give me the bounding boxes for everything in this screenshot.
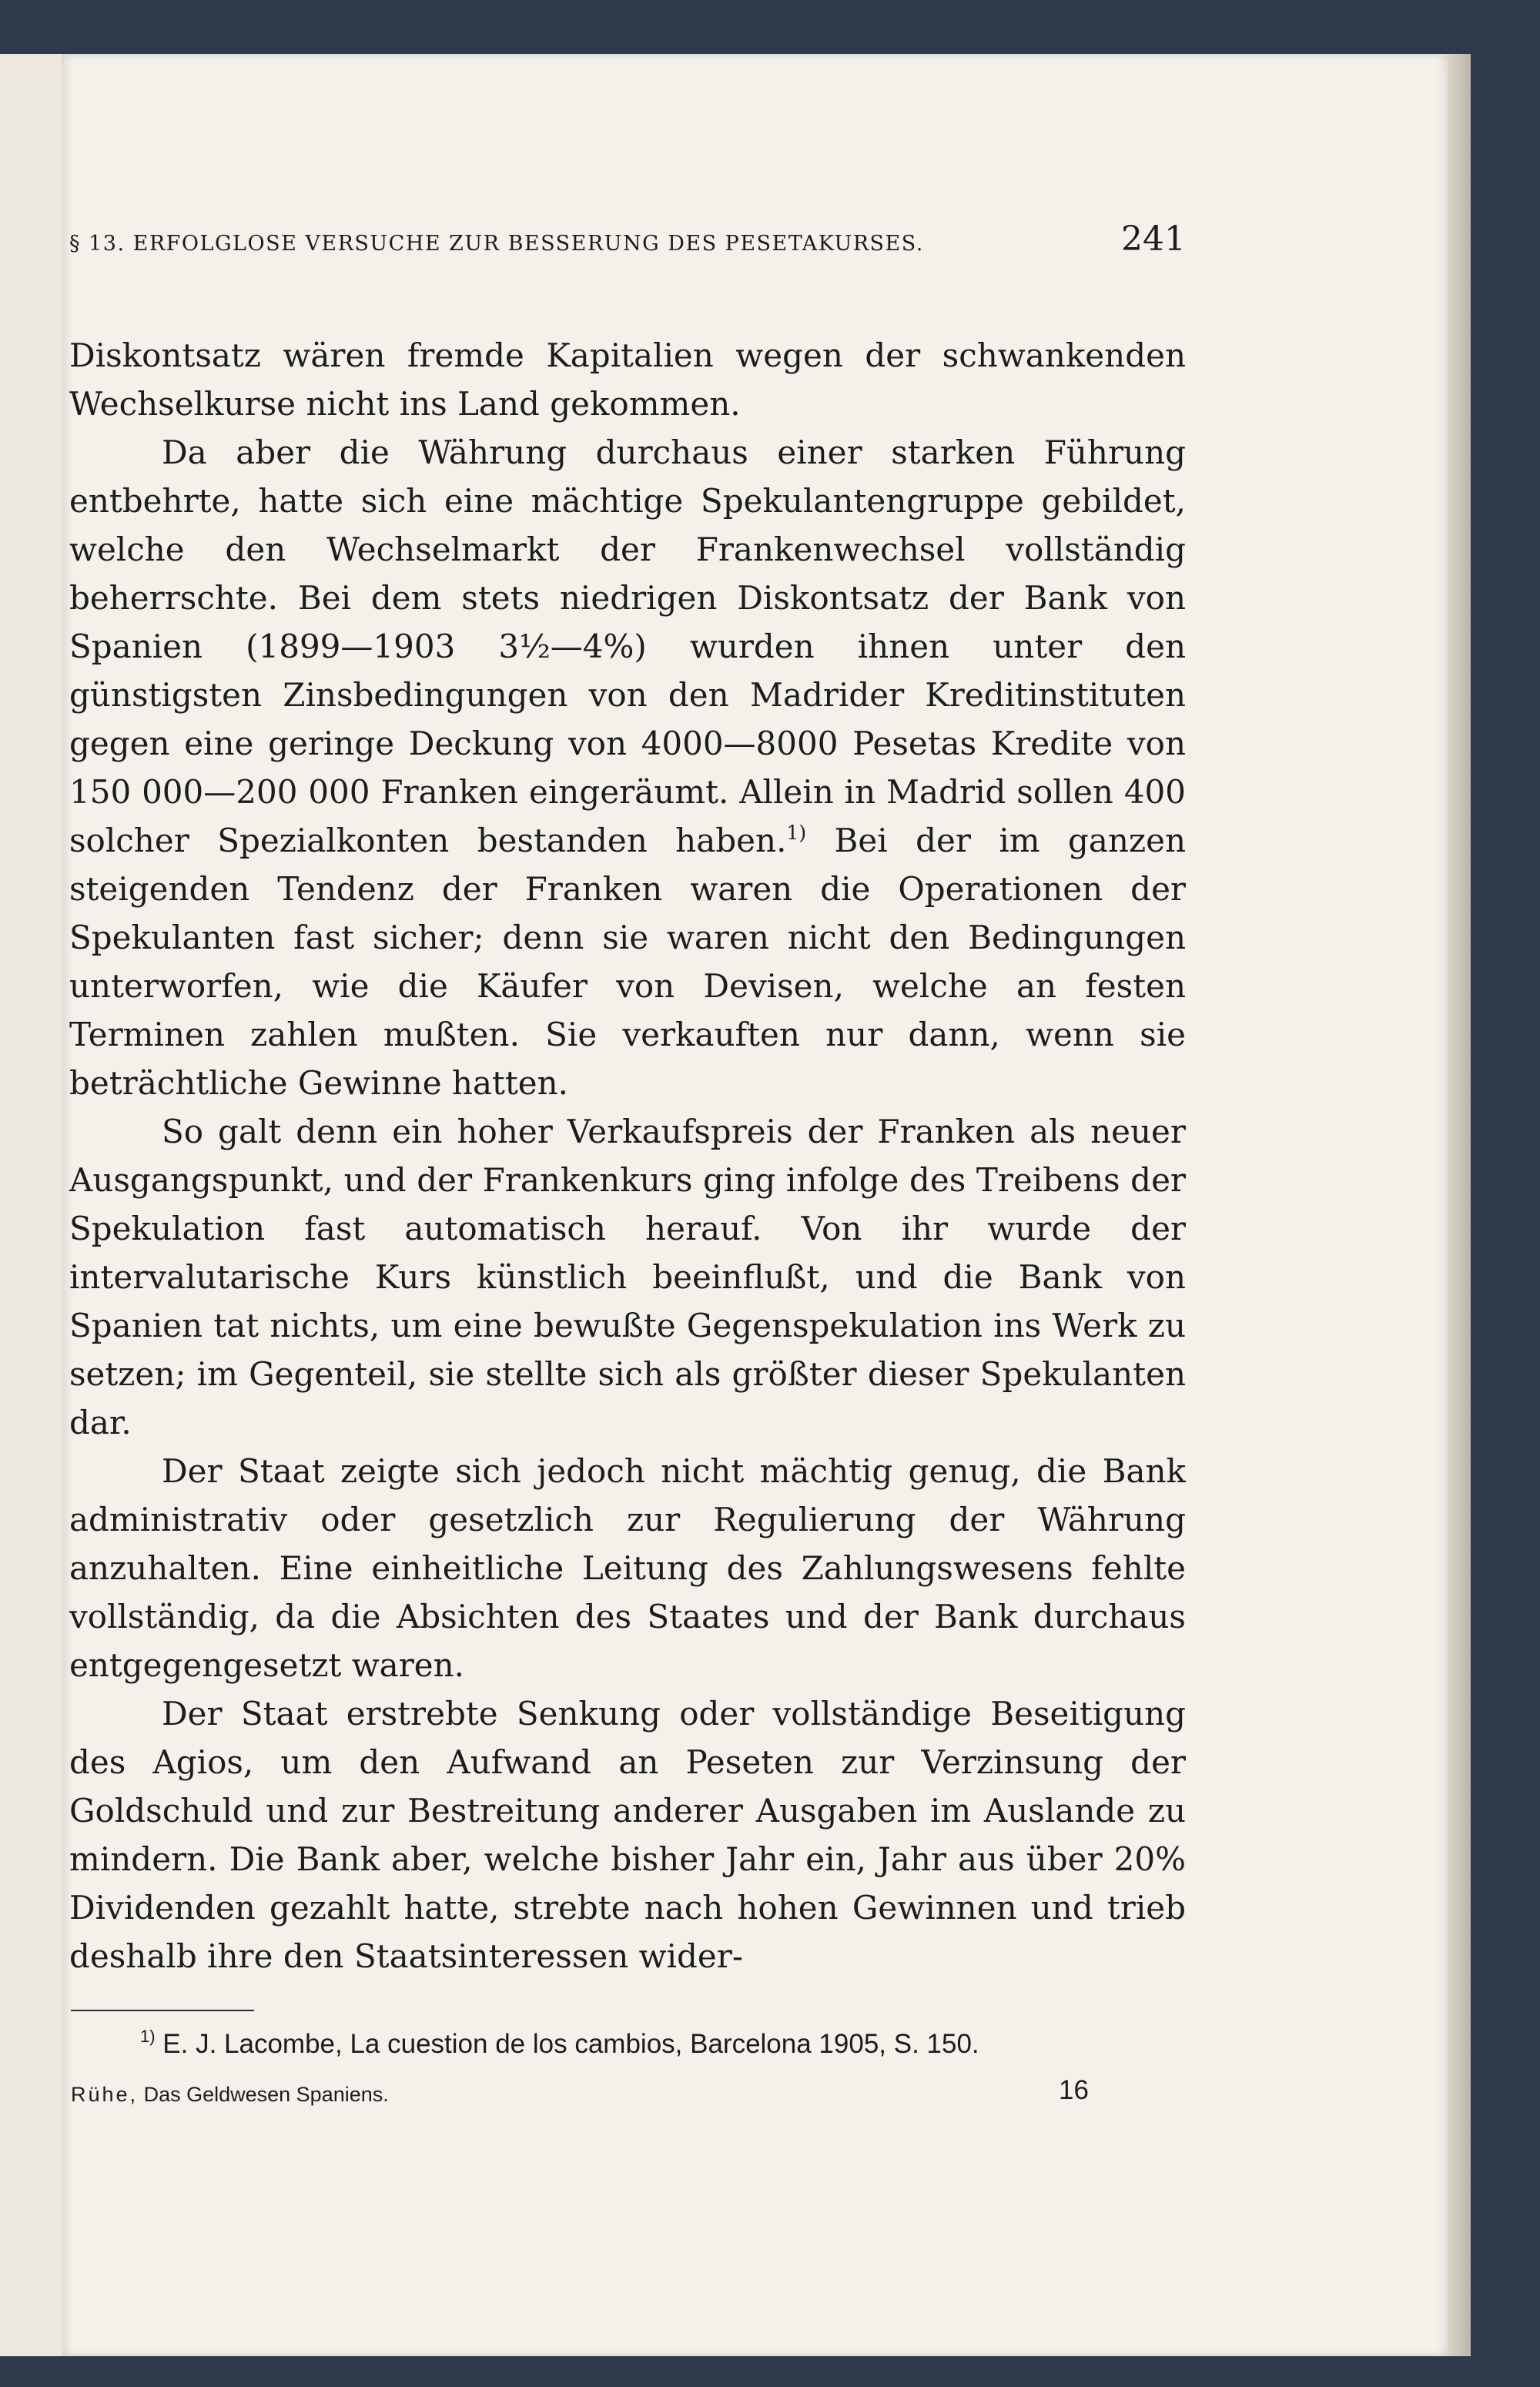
paragraph-2 <box>69 428 1186 1107</box>
page-number: 241 <box>1121 219 1186 259</box>
paragraph-5: Der Staat erstrebte Senkung oder vollständige Beseitigung des Agios, um den Aufwand an Peseten zur Verzinsung der Goldschuld und zur Bestreitung anderer Ausgaben im Auslande zu mindern. Die Bank aber, welche bisher Jahr ein, Jahr aus über 20% Dividenden gezahlt hatte, strebte nach hohen Gewinnen und trieb deshalb ihre den Staatsinteressen wider- <box>69 1695 1186 1975</box>
section-title: § 13. ERFOLGLOSE VERSUCHE ZUR BESSERUNG DES PESETAKURSES. <box>69 232 924 256</box>
facing-page-edge <box>0 54 63 2356</box>
signature-author: Rühe, <box>71 2083 139 2106</box>
signature-number: 16 <box>1059 2075 1089 2105</box>
footnote-reference: 1) <box>786 822 807 844</box>
paragraph-2-continuation: Bei der im ganzen steigenden Tendenz der Franken waren die Operationen der Spekulanten fast sicher; denn sie waren nicht den Bedingungen unterworfen, wie die Käufer von Devisen, welche an festen Terminen zahlen mußten. Sie verkauften nur dann, wenn sie beträchtliche Gewinne hatten. <box>69 822 1186 1102</box>
running-header <box>69 209 1186 263</box>
paragraph-3: So galt denn ein hoher Verkaufspreis der Franken als neuer Ausgangspunkt, und der Frankenkurs ging infolge des Treibens der Spekulation fast automatisch herauf. Von ihr wurde der intervalutarische Kurs künstlich beeinflußt, und die Bank von Spanien tat nichts, um eine bewußte Gegenspekulation ins Werk zu setzen; im Gegenteil, sie stellte sich als größter dieser Spekulanten dar. <box>69 1113 1186 1441</box>
signature-title: Das Geldwesen Spaniens. <box>143 2083 389 2106</box>
footnote-text: E. J. Lacombe, La cuestion de los cambios, Barcelona 1905, S. 150. <box>162 2029 979 2059</box>
printer-signature <box>71 2083 389 2107</box>
page-edge <box>1448 54 1471 2356</box>
footnote-rule <box>71 2010 254 2011</box>
paragraph-4: Der Staat zeigte sich jedoch nicht mächtig genug, die Bank administrativ oder gesetzlich zur Regulierung der Währung anzuhalten. Eine einheitliche Leitung des Zahlungswesens fehlte vollständig, da die Absichten des Staates und der Bank durchaus entgegengesetzt waren. <box>69 1452 1186 1684</box>
footnote <box>69 2027 1186 2060</box>
paragraph-1: Diskontsatz wären fremde Kapitalien wegen der schwankenden Wechselkurse nicht ins Land gekommen. <box>69 336 1186 423</box>
footnote-marker: 1) <box>140 2027 156 2046</box>
main-text <box>69 331 1186 1980</box>
paragraph-2-text: Da aber die Währung durchaus einer starken Führung entbehrte, hatte sich eine mächtige Spekulantengruppe gebildet, welche den Wechselmarkt der Frankenwechsel vollständig beherrschte. Bei dem stets niedrigen Diskontsatz der Bank von Spanien (1899—1903 3½—4%) wurden ihnen unter den günstigsten Zinsbedingungen von den Madrider Kreditinstituten gegen eine geringe Deckung von 4000—8000 Pesetas Kredite von 150 000—200 000 Franken eingeräumt. Allein in Madrid sollen 400 solcher Spezialkonten bestanden haben. <box>69 434 1186 859</box>
